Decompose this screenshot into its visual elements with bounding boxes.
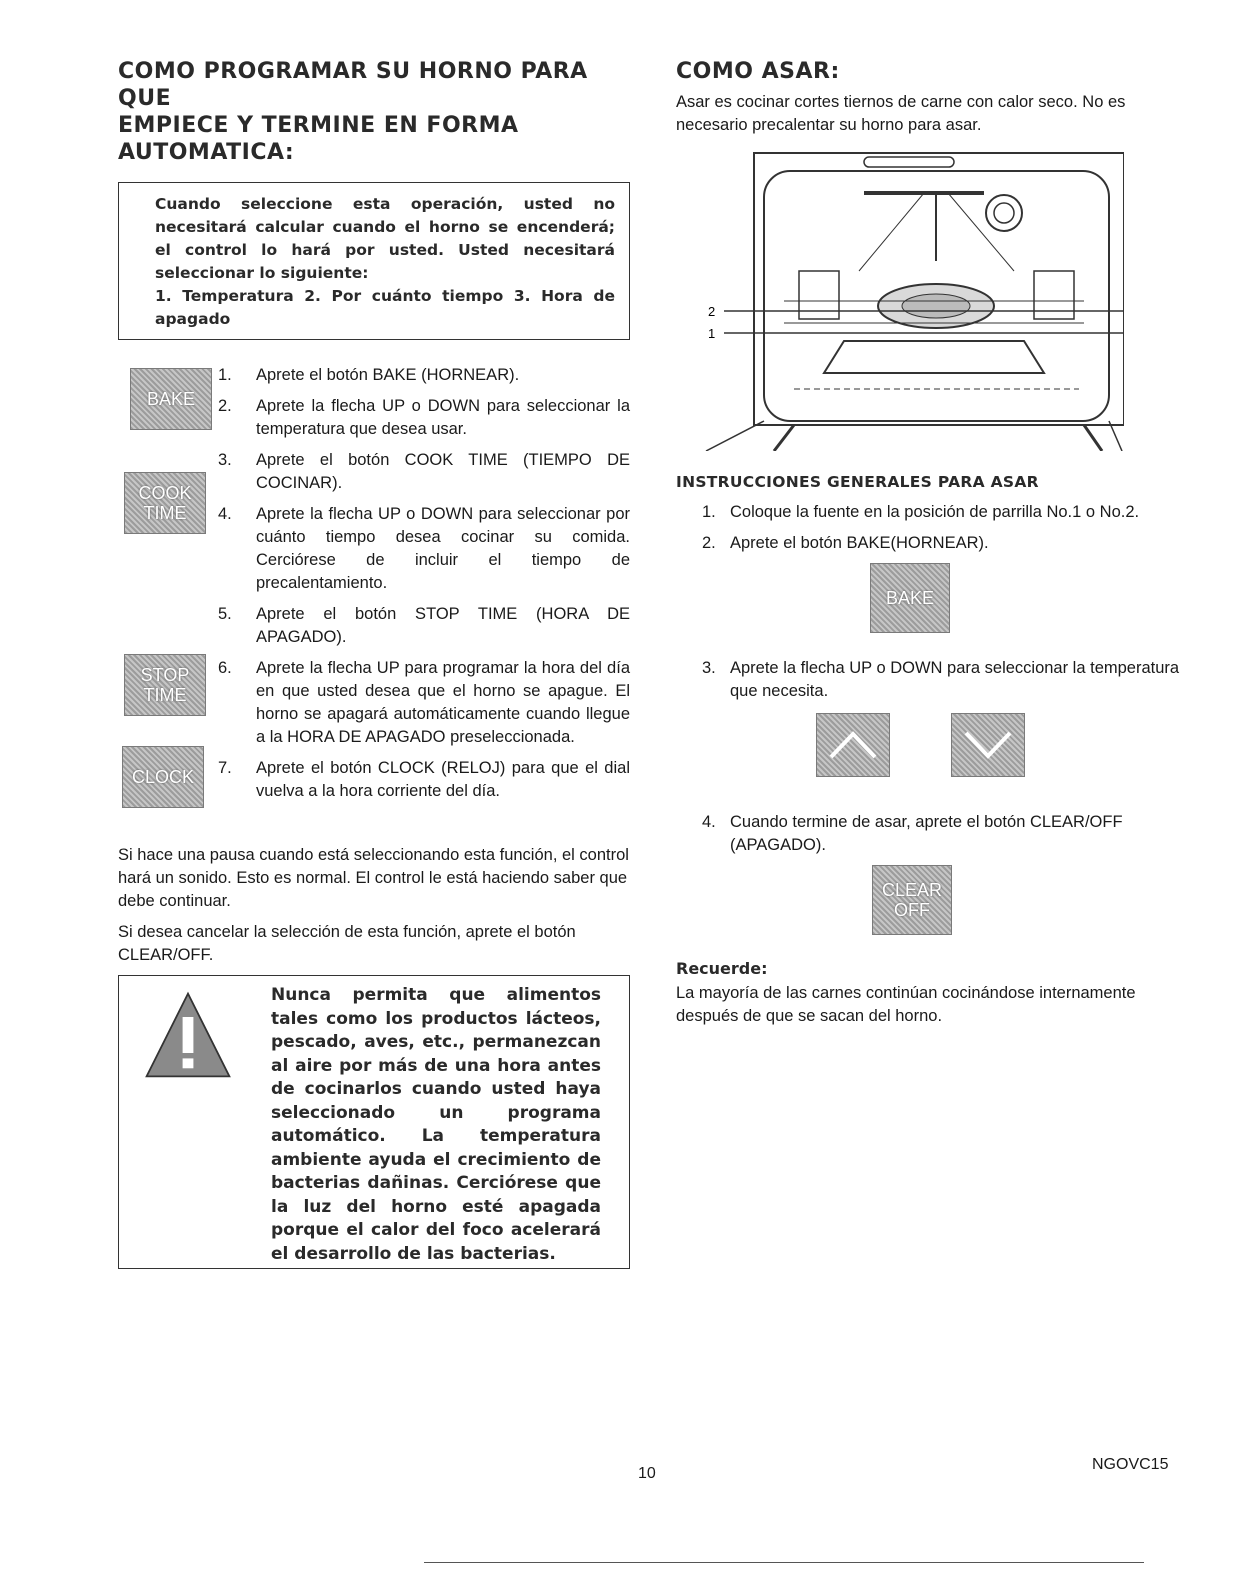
step-number: 1.: [702, 503, 716, 521]
time-button-label: TIME: [143, 503, 187, 523]
programming-steps: [218, 364, 630, 811]
bottom-rule: [424, 1562, 1144, 1563]
rack-label-left-2: 2: [708, 304, 716, 319]
list-item: [676, 532, 1181, 555]
bake-button-row: [676, 563, 1181, 643]
page-number: 10: [638, 1465, 656, 1482]
intro-text: Cuando seleccione esta operación, usted no necesitará calcular cuando el horno se encenderá; el control lo hará por usted. Usted necesitará seleccionar lo siguiente:: [155, 195, 615, 282]
bake-button-illustration: [130, 368, 212, 430]
step-text: Aprete el botón STOP TIME (HORA DE APAGADO).: [256, 605, 630, 646]
up-arrow-button-illustration: [816, 713, 890, 777]
step-number: 3.: [218, 451, 232, 469]
list-item: [218, 657, 630, 749]
title-line-2: EMPIECE Y TERMINE EN FORMA: [118, 113, 519, 138]
step-text: Aprete el botón BAKE (HORNEAR).: [256, 366, 520, 384]
broil-steps: [676, 501, 1181, 555]
broil-bake-label: BAKE: [885, 588, 935, 608]
step-number: 3.: [702, 659, 716, 677]
step-text: Aprete el botón CLOCK (RELOJ) para que el dial vuelva a la hora corriente del día.: [256, 759, 630, 800]
clear-off-button-illustration: [872, 865, 952, 935]
stop-button-label: STOP: [140, 665, 190, 685]
step-text: Aprete la flecha UP o DOWN para seleccionar por cuánto tiempo desea cocinar su comida. Cerciórese de incluir el tiempo de precalentamiento.: [256, 505, 630, 592]
list-item: [676, 501, 1181, 524]
broil-intro: Asar es cocinar cortes tiernos de carne con calor seco. No es necesario precalentar su horno para asar.: [676, 93, 1126, 134]
list-item: [218, 503, 630, 595]
step-number: 6.: [218, 659, 232, 677]
broil-steps-cont: [676, 657, 1181, 703]
title-line-1: COMO PROGRAMAR SU HORNO PARA QUE: [118, 59, 588, 111]
step-text: Aprete la flecha UP o DOWN para seleccionar la temperatura que desea usar.: [256, 397, 630, 438]
step-text: Aprete el botón COOK TIME (TIEMPO DE COCINAR).: [256, 451, 630, 492]
clock-button-illustration: [122, 746, 204, 808]
cancel-note: Si desea cancelar la selección de esta función, aprete el botón CLEAR/OFF.: [118, 923, 576, 964]
pause-note: Si hace una pausa cuando está seleccionando esta función, el control hará un sonido. Esto es normal. El control le está haciendo saber que debe continuar.: [118, 846, 629, 910]
broil-subheading: INSTRUCCIONES GENERALES PARA ASAR: [676, 473, 1039, 491]
step-text: Aprete la flecha UP para programar la hora del día en que usted desea que el horno se apague. El horno se apagará automáticamente cuando llegue a la HORA DE APAGADO preseleccionada.: [256, 659, 630, 746]
step-text: Aprete el botón BAKE(HORNEAR).: [730, 534, 989, 552]
remember-text: La mayoría de las carnes continúan cocinándose internamente después de que se sacan del horno.: [676, 984, 1136, 1025]
up-arrow-icon: [828, 730, 878, 760]
list-item: [676, 657, 1181, 703]
step-number: 4.: [702, 813, 716, 831]
step-number: 2.: [218, 397, 232, 415]
step-text: Cuando termine de asar, aprete el botón CLEAR/OFF (APAGADO).: [730, 813, 1123, 854]
arrow-button-row: [676, 713, 1181, 793]
intro-list: 1. Temperatura 2. Por cuánto tiempo 3. Hora de apagado: [155, 287, 615, 328]
section-title-auto: [118, 58, 630, 166]
list-item: [218, 603, 630, 649]
warning-triangle-icon: [143, 990, 233, 1080]
step-number: 7.: [218, 759, 232, 777]
stop-time-button-illustration: [124, 654, 206, 716]
left-column: [118, 58, 630, 1269]
stop-time-button-label: TIME: [143, 685, 187, 705]
list-item: [218, 364, 630, 387]
bake-button-label: BAKE: [146, 389, 196, 409]
clear-label: CLEAR: [881, 880, 943, 900]
right-column: [676, 58, 1181, 1028]
step-number: 5.: [218, 605, 232, 623]
off-label: OFF: [894, 900, 930, 920]
remember-heading: Recuerde:: [676, 959, 768, 978]
model-number: NGOVC15: [1092, 1456, 1169, 1473]
clear-button-row: [676, 865, 1181, 941]
list-item: [676, 811, 1181, 857]
down-arrow-icon: [963, 730, 1013, 760]
section-title-broil: COMO ASAR:: [676, 59, 840, 84]
step-text: Aprete la flecha UP o DOWN para seleccionar la temperatura que necesita.: [730, 659, 1180, 700]
step-text: Coloque la fuente en la posición de parrilla No.1 o No.2.: [730, 503, 1140, 521]
rack-label-left-1: 1: [708, 326, 716, 341]
step-number: 1.: [218, 366, 232, 384]
intro-box: [118, 182, 630, 340]
oven-rack-illustration: [704, 151, 1124, 451]
step-number: 2.: [702, 534, 716, 552]
list-item: [218, 395, 630, 441]
title-line-3: AUTOMATICA:: [118, 140, 295, 165]
down-arrow-button-illustration: [951, 713, 1025, 777]
clock-button-label: CLOCK: [131, 767, 194, 787]
list-item: [218, 449, 630, 495]
steps-area: [118, 364, 630, 844]
broil-bake-button-illustration: [870, 563, 950, 633]
step-number: 4.: [218, 505, 232, 523]
warning-box: [118, 975, 630, 1269]
cook-button-label: COOK: [138, 483, 192, 503]
broil-steps-end: [676, 811, 1181, 857]
list-item: [218, 757, 630, 803]
warning-text: Nunca permita que alimentos tales como los productos lácteos, pescado, aves, etc., permanezcan al aire por más de una hora antes de cocinarlos cuando usted haya seleccionado un programa automático. La temperatura ambiente ayuda el crecimiento de bacterias dañinas. Cerciórese que la luz del horno esté apagada porque el calor del foco acelerará el desarrollo de las bacterias.: [271, 985, 601, 1264]
cook-time-button-illustration: [124, 472, 206, 534]
